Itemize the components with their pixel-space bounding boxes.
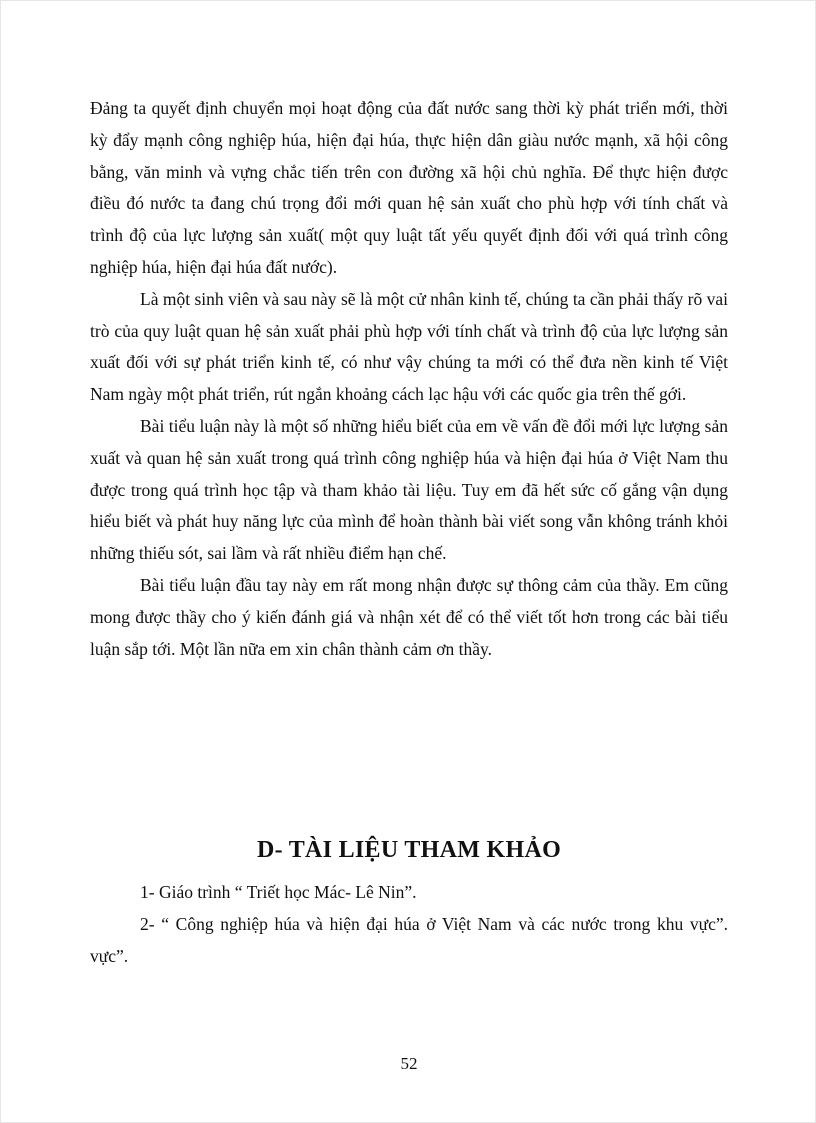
- paragraph-1: Đảng ta quyết định chuyển mọi hoạt động của đất nước sang thời kỳ phát triển mới, thời kỳ đẩy mạnh công nghiệp húa, hiện đại húa, thực hiện dân giàu nước mạnh, xã hội công bằng, văn minh và vựng chắc tiến trên con đường xã hội chủ nghĩa. Để thực hiện được điều đó nước ta đang chú trọng đổi mới quan hệ sản xuất cho phù hợp với tính chất và trình độ của lực lượng sản xuất( một quy luật tất yếu quyết định đối với quá trình công nghiệp húa, hiện đại húa đất nước).: [90, 98, 728, 277]
- reference-list: [90, 877, 728, 972]
- reference-item-1: 1- Giáo trình “ Triết học Mác- Lê Nin”.: [140, 882, 417, 902]
- paragraph-2: Là một sinh viên và sau này sẽ là một cử nhân kinh tế, chúng ta cần phải thấy rõ vai trò của quy luật quan hệ sản xuất phải phù hợp với tính chất và trình độ của lực lượng sản xuất đối với sự phát triển kinh tế, có như vậy chúng ta mới có thể đưa nền kinh tế Việt Nam ngày một phát triển, rút ngắn khoảng cách lạc hậu với các quốc gia trên thế gới.: [90, 288, 728, 405]
- paragraph-4: Bài tiểu luận đầu tay này em rất mong nhận được sự thông cảm của thầy. Em cũng mong được thầy cho ý kiến đánh giá và nhận xét để có thể viết tốt hơn trong các bài tiểu luận sắp tới. Một lần nữa em xin chân thành cảm ơn thầy.: [90, 574, 728, 659]
- reference-item-2: 2- “ Công nghiệp húa và hiện đại húa ở Việt Nam và các nước trong khu vực”. vực”.: [90, 913, 728, 966]
- section-heading: D- TÀI LIỆU THAM KHẢO: [256, 837, 562, 863]
- page-number: 52: [400, 1054, 418, 1073]
- paragraph-3: Bài tiểu luận này là một số những hiểu biết của em về vấn đề đổi mới lực lượng sản xuất và quan hệ sản xuất trong quá trình công nghiệp húa và hiện đại húa ở Việt Nam thu được trong quá trình học tập và tham khảo tài liệu. Tuy em đã hết sức cố gắng vận dụng hiểu biết và phát huy năng lực của mình để hoàn thành bài viết song vẫn không tránh khỏi những thiếu sót, sai lầm và rất nhiều điểm hạn chế.: [90, 415, 728, 564]
- body-text: [90, 93, 728, 665]
